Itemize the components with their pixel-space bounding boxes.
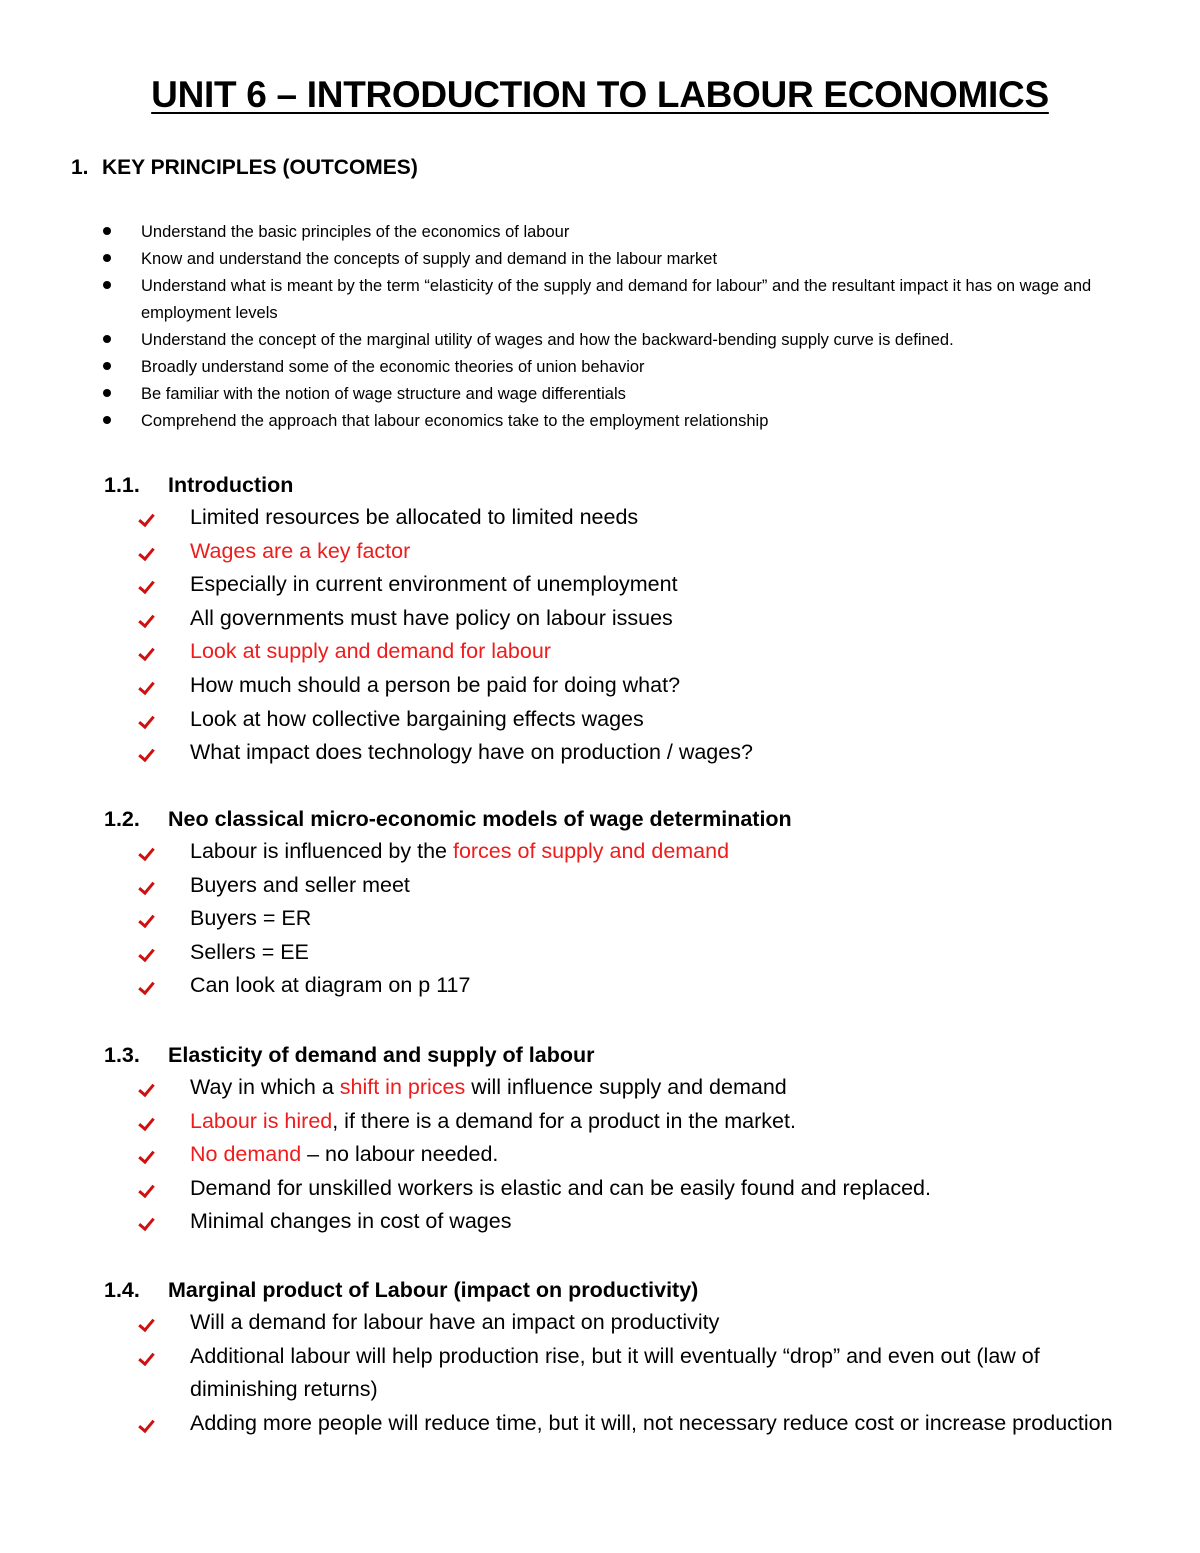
document-title: UNIT 6 – INTRODUCTION TO LABOUR ECONOMICS (151, 74, 1049, 115)
outcome-text: Understand the basic principles of the economics of labour (141, 223, 570, 241)
outcome-text: Understand the concept of the marginal utility of wages and how the backward-bending supply curve is defined. (141, 331, 954, 349)
highlighted-text: No demand (190, 1142, 302, 1167)
checklist-item (104, 501, 1144, 535)
checklist-item (104, 1138, 1144, 1172)
key-principles-heading-text: KEY PRINCIPLES (OUTCOMES) (102, 156, 418, 179)
checklist-item (104, 535, 1144, 569)
checkmark-icon (138, 678, 155, 695)
outcome-item (101, 327, 1141, 354)
checkmark-icon (138, 1113, 155, 1130)
checklist-item (104, 635, 1144, 669)
highlighted-text: shift in prices (339, 1075, 466, 1099)
checkmark-icon (138, 611, 155, 628)
checkmark-icon (138, 644, 155, 661)
highlighted-text: Look at supply and demand for labour (190, 639, 551, 664)
item-text: Will a demand for labour have an impact on productivity (190, 1310, 720, 1334)
outcome-item (101, 408, 1141, 435)
item-text: will influence supply and demand (465, 1075, 787, 1099)
checkmark-icon (138, 1181, 155, 1198)
section-elasticity (104, 1039, 1144, 1239)
checklist-item (104, 602, 1144, 636)
section-heading (104, 1039, 1144, 1071)
item-text: Minimal changes in cost of wages (190, 1209, 512, 1234)
section-heading-text: Elasticity of demand and supply of labour (168, 1043, 595, 1067)
checklist-item (104, 669, 1144, 703)
section-number: 1.1. (104, 473, 140, 497)
section-heading (104, 803, 1144, 835)
checkmark-icon (138, 945, 155, 962)
outcome-item (101, 273, 1141, 327)
bullet-icon (103, 227, 111, 235)
outcome-item (101, 246, 1141, 273)
item-text: Adding more people will reduce time, but it will, not necessary reduce cost or increase production (190, 1410, 1113, 1435)
checkmark-icon (138, 577, 155, 594)
section-number: 1.3. (104, 1043, 140, 1067)
checklist-item (104, 835, 1144, 869)
outcome-item (101, 354, 1141, 381)
item-text: Especially in current environment of unemployment (190, 572, 678, 597)
item-text: How much should a person be paid for doing what? (190, 672, 681, 697)
item-text: What impact does technology have on production / wages? (190, 740, 753, 765)
item-text: Additional labour will help production rise, but it will eventually “drop” and even out (law of diminishing returns) (190, 1343, 1040, 1402)
item-text: Labour is influenced by the (190, 839, 453, 863)
checklist-item (104, 869, 1144, 903)
highlighted-text: forces of supply and demand (452, 839, 730, 863)
checklist-item (104, 1340, 1144, 1407)
item-text: Can look at diagram on p 117 (190, 973, 471, 998)
section-neo-classical-models (104, 803, 1144, 1003)
key-principles-heading (71, 156, 418, 180)
bullet-icon (103, 281, 111, 289)
checklist-item (104, 936, 1144, 970)
checklist-item (104, 969, 1144, 1003)
section-heading (104, 469, 1144, 501)
highlighted-text: Labour is hired (190, 1108, 333, 1133)
checkmark-icon (138, 510, 155, 527)
checkmark-icon (138, 1315, 155, 1332)
item-text: Buyers = ER (190, 906, 312, 931)
outcome-text: Broadly understand some of the economic theories of union behavior (141, 358, 645, 376)
item-text: , if there is a demand for a product in the market. (332, 1108, 796, 1133)
checklist-item (104, 1306, 1144, 1340)
checklist-item (104, 1105, 1144, 1139)
item-text: – no labour needed. (301, 1142, 499, 1167)
checkmark-icon (138, 877, 155, 894)
checkmark-icon (138, 911, 155, 928)
bullet-icon (103, 389, 111, 397)
outcome-text: Know and understand the concepts of supply and demand in the labour market (141, 250, 718, 268)
bullet-icon (103, 362, 111, 370)
key-principles-number: 1. (71, 156, 89, 179)
checkmark-icon (138, 1214, 155, 1231)
checklist-item (104, 1172, 1144, 1206)
checkmark-icon (138, 745, 155, 762)
section-number: 1.2. (104, 807, 140, 831)
section-number: 1.4. (104, 1278, 140, 1302)
outcome-item (101, 381, 1141, 408)
item-text: Way in which a (190, 1075, 340, 1099)
checklist-item (104, 1407, 1144, 1441)
checkmark-icon (138, 978, 155, 995)
outcome-text: Be familiar with the notion of wage structure and wage differentials (141, 385, 626, 403)
outcomes-list (101, 219, 1141, 435)
checklist-item (104, 736, 1144, 770)
checklist-item (104, 1205, 1144, 1239)
outcome-item (101, 219, 1141, 246)
section-heading-text: Introduction (168, 473, 294, 497)
checklist-item (104, 1071, 1144, 1105)
item-text: All governments must have policy on labour issues (190, 605, 673, 630)
checkmark-icon (138, 844, 155, 861)
section-introduction (104, 469, 1144, 770)
checkmark-icon (138, 1080, 155, 1097)
outcome-text: Understand what is meant by the term “elasticity of the supply and demand for labour” and the resultant impact it has on wage and employment levels (141, 277, 1092, 322)
checkmark-icon (138, 711, 155, 728)
item-text: Buyers and seller meet (190, 872, 410, 897)
bullet-icon (103, 416, 111, 424)
checkmark-icon (138, 1348, 155, 1365)
outcome-text: Comprehend the approach that labour economics take to the employment relationship (141, 412, 769, 430)
checkmark-icon (138, 543, 155, 560)
section-marginal-product (104, 1274, 1144, 1440)
section-heading-text: Neo classical micro-economic models of wage determination (168, 807, 792, 831)
checkmark-icon (138, 1147, 155, 1164)
item-text: Demand for unskilled workers is elastic and can be easily found and replaced. (190, 1175, 931, 1200)
checklist-item (104, 568, 1144, 602)
item-text: Sellers = EE (190, 939, 309, 964)
checkmark-icon (138, 1416, 155, 1433)
item-text: Limited resources be allocated to limited needs (190, 505, 639, 529)
checklist-item (104, 902, 1144, 936)
bullet-icon (103, 335, 111, 343)
item-text: Look at how collective bargaining effects wages (190, 706, 644, 731)
highlighted-text: Wages are a key factor (190, 538, 411, 563)
section-heading (104, 1274, 1144, 1306)
section-heading-text: Marginal product of Labour (impact on productivity) (168, 1278, 699, 1302)
checklist-item (104, 703, 1144, 737)
bullet-icon (103, 254, 111, 262)
